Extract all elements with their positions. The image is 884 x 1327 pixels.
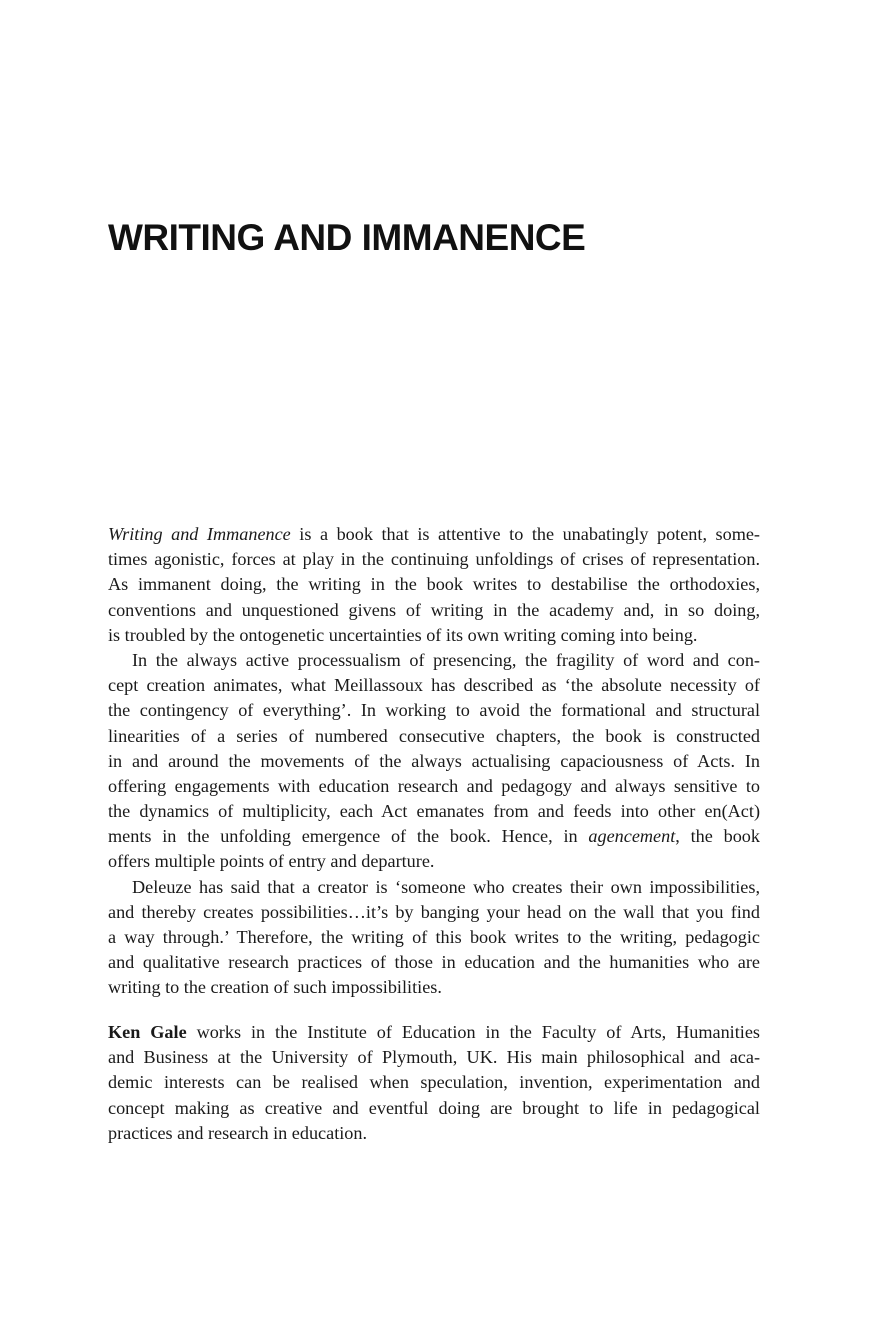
text-line: In the always active processualism of presencing, the fragility of word and con- — [132, 649, 760, 670]
text-line: offers multiple points of entry and departure. — [108, 851, 435, 872]
text-line: the dynamics of multiplicity, each Act emanates from and feeds into other en(Act) — [108, 801, 760, 822]
text-line — [108, 1020, 760, 1045]
text-line: concept making as creative and eventful doing are brought to life in pedagogical — [108, 1097, 760, 1118]
author-name: Ken Gale — [108, 1022, 187, 1042]
text-fragment: , the book — [675, 826, 760, 847]
paragraph — [108, 522, 760, 648]
book-title-italic: Writing and Immanence — [108, 524, 291, 544]
paragraph — [108, 875, 760, 1001]
text-line: in and around the movements of the always actualising capaciousness of Acts. In — [108, 750, 760, 771]
text-line: demic interests can be realised when speculation, invention, experimentation and — [108, 1072, 760, 1093]
italic-term: agencement — [588, 826, 676, 847]
page-title: WRITING AND IMMANENCE — [108, 217, 586, 258]
text-line: and qualitative research practices of those in education and the humanities who are — [108, 952, 760, 973]
text-line: As immanent doing, the writing in the book writes to destabilise the orthodoxies, — [108, 574, 760, 595]
text-line: cept creation animates, what Meillassoux has described as ‘the absolute necessity of — [108, 675, 760, 696]
text-line: a way through.’ Therefore, the writing of this book writes to the writing, pedagogic — [108, 927, 760, 947]
text-line: times agonistic, forces at play in the continuing unfoldings of crises of representation. — [108, 549, 760, 570]
text-line: writing to the creation of such impossibilities. — [108, 977, 442, 998]
text-line: Deleuze has said that a creator is ‘someone who creates their own impossibilities, — [132, 876, 760, 897]
text-fragment: ments in the unfolding emergence of the book. Hence, in — [108, 826, 589, 847]
text-fragment: is a book that is attentive to the unabatingly potent, some- — [290, 524, 760, 544]
text-line — [108, 824, 760, 849]
paragraph — [108, 648, 760, 875]
text-line: the contingency of everything’. In working to avoid the formational and structural — [108, 700, 760, 721]
text-line: and Business at the University of Plymouth, UK. His main philosophical and aca- — [108, 1047, 760, 1068]
text-line: and thereby creates possibilities…it’s by banging your head on the wall that you find — [108, 901, 760, 922]
text-line: linearities of a series of numbered consecutive chapters, the book is constructed — [108, 725, 760, 746]
text-line: practices and research in education. — [108, 1122, 368, 1143]
text-line — [108, 522, 760, 547]
author-bio — [108, 1020, 760, 1146]
text-line: is troubled by the ontogenetic uncertainties of its own writing coming into being. — [108, 624, 698, 645]
text-line: offering engagements with education research and pedagogy and always sensitive to — [108, 775, 760, 796]
book-description — [108, 522, 760, 1001]
text-line: conventions and unquestioned givens of writing in the academy and, in so doing, — [108, 599, 760, 620]
text-fragment: works in the Institute of Education in the Faculty of Arts, Humanities — [186, 1022, 760, 1042]
